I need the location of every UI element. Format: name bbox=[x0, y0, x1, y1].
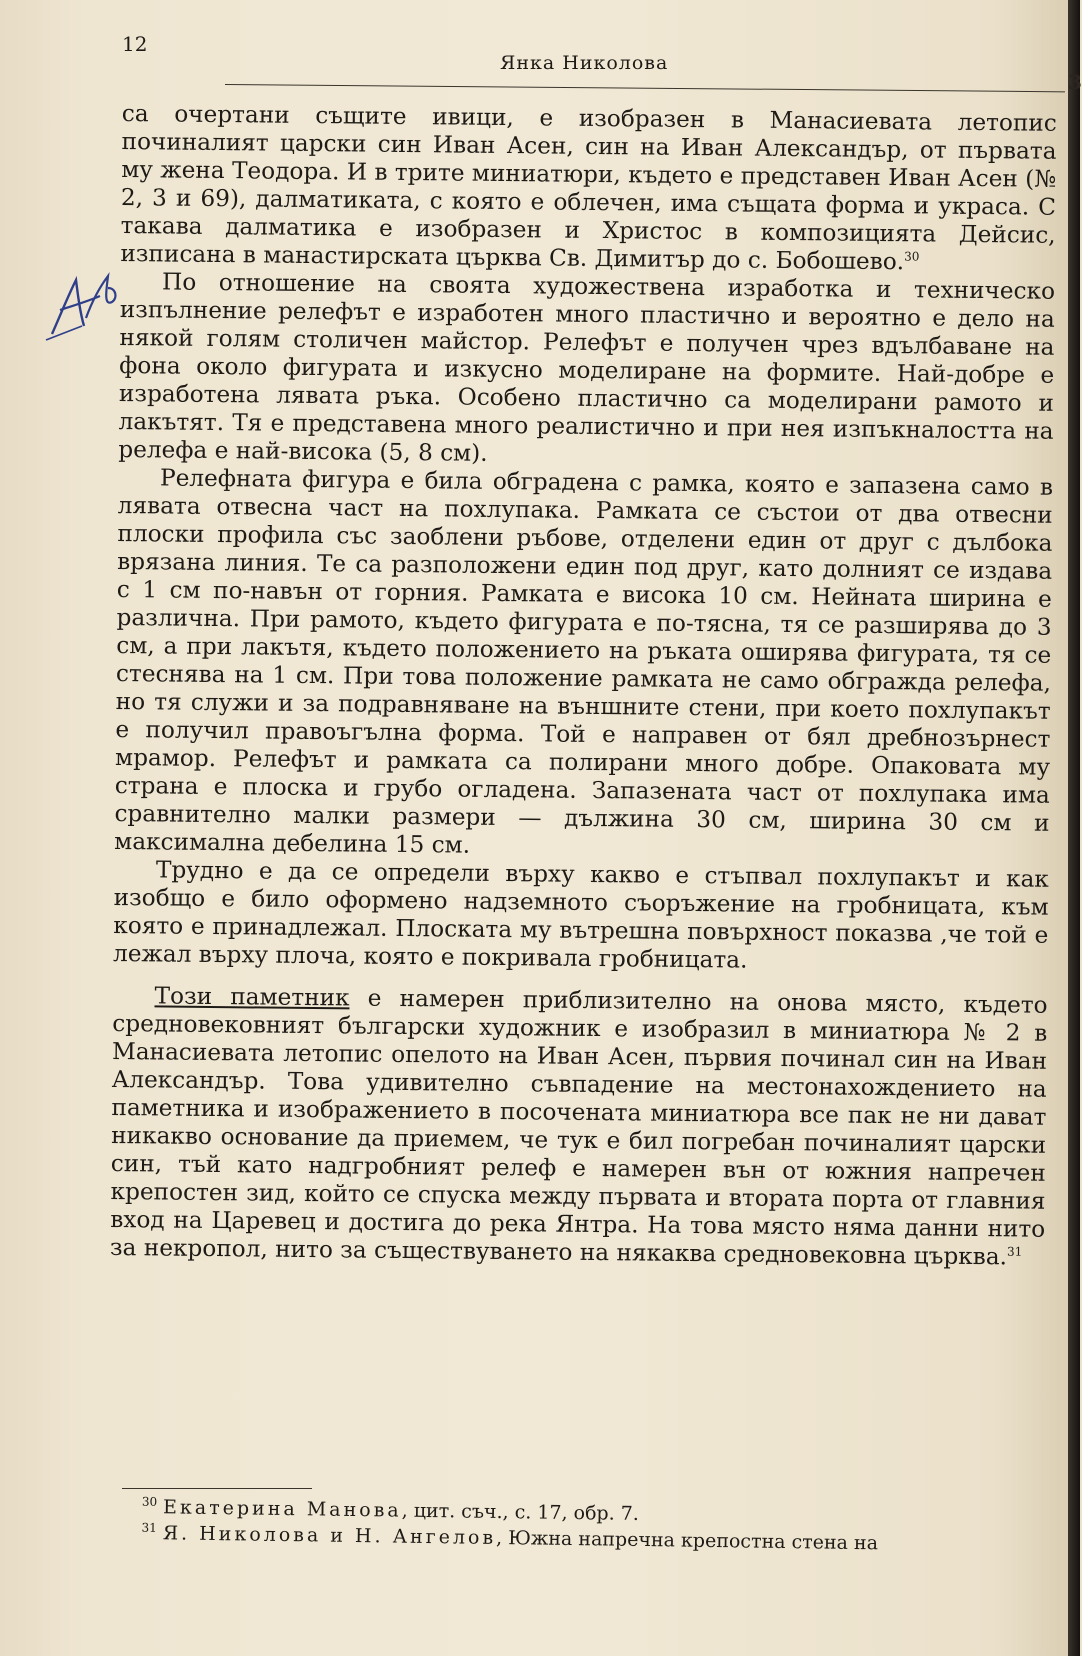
underlined-phrase: Този паметник bbox=[154, 982, 350, 1012]
footnote-ref: 31 bbox=[1006, 1244, 1023, 1259]
header-rule bbox=[225, 84, 1065, 92]
body-text bbox=[110, 100, 1057, 1272]
paragraph: Релефната фигура е била обградена с рамка, която е запазена само в лявата отвесна част на похлупака. Рамката се състои от два отвесни плоски профила със заоблени ръбове, отделени един от друг с дълбока врязана линия. Те са разположени един под друг, като долният се издава с 1 см по-навън от горния. Рамката е висока 10 см. Нейната ширина е различна. При рамото, където фигурата е по-тясна, тя се разширява до 3 см, а при лакътя, където положението на ръката оширява фигурата, тя се стеснява на 1 см. При това положение рамката не само обгражда релефа, но тя служи и за подравняване на външните стени, при което похлупакът е получил правоъгълна форма. Той е направен от бял дребнозърнест мрамор. Релефът и рамката са полирани много добре. Опаковата му страна е плоска и грубо огладена. Запазената част от похлупака има сравнително малки размери — дължина 30 см, ширина 30 см и максимална дебелина 15 см. bbox=[114, 464, 1054, 859]
footnote-rule bbox=[122, 1488, 312, 1489]
running-title: Янка Николова bbox=[500, 52, 669, 74]
handwritten-mark-icon bbox=[42, 266, 122, 346]
footnotes bbox=[141, 1494, 1042, 1559]
paragraph: Този паметник е намерен приблизително на онова място, където средновековният български художник е изобразил в миниатюра № 2 в Манасиевата летопис опелото на Иван Асен, първия починал син на Иван Александър. Това удивително съвпадение на местонахождението на паметника и изображението в посочената миниатюра все пак не ни дават никакво основание да приемем, че тук е бил погребан починалият царски син, тъй като надгробният релеф е намерен вън от южния напречен крепостен зид, който се спуска между първата и втората порта от главния вход на Царевец и достига до река Янтра. На това място няма данни нито за некропол, нито за съществуването на някаква средновековна църква.$^{31}$ bbox=[109, 982, 1048, 1271]
footnote-ref: 30 bbox=[904, 249, 920, 264]
binding-edge bbox=[1068, 0, 1080, 1656]
footnote: $^{30}$ Екатерина Манова, цит. съч., с. 17, обр. 7. bbox=[141, 1494, 640, 1525]
paragraph: По отношение на своята художествена изработка и техническо изпълнение релефът е изработен много пластично и вероятно е дело на някой голям столичен майстор. Релефът е получен чрез вдълбаване на фона около фигурата и изкусно моделиране на формите. Най-добре е изработена лявата ръка. Особено пластично са моделирани рамото и лакътят. Тя е представена много реалистично и при нея изпъкналостта на релефа е най-висока (5, 8 см). bbox=[118, 268, 1056, 467]
paragraph: са очертани същите ивици, е изобразен в Манасиевата летопис починалият царски син Иван Асен, син на Иван Александър, от първата му жена Теодора. И в трите миниатюри, където е представен Иван Асен (№ 2, 3 и 69), далматиката, с която е облечен, има същата форма и украса. С такава далматика е изобразен и Христос в композицията Дейсис, изписана в манастирската църква Св. Димитър до с. Бобошево.$^{30}$ bbox=[120, 100, 1057, 276]
paragraph: Трудно е да се определи върху какво е стъпвал похлупакът и как изобщо е било оформено надземното съоръжение на гробницата, към която е принадлежал. Плоската му вътрешна повърхност показва ,че той е лежал върху плоча, която е покривала гробницата. bbox=[112, 856, 1050, 974]
edge-mark: 3 bbox=[1068, 70, 1082, 94]
page-number: 12 bbox=[122, 32, 148, 56]
footnote: $^{31}$ Я. Николова и Н. Ангелов, Южна напречна крепостна стена на bbox=[141, 1520, 879, 1555]
